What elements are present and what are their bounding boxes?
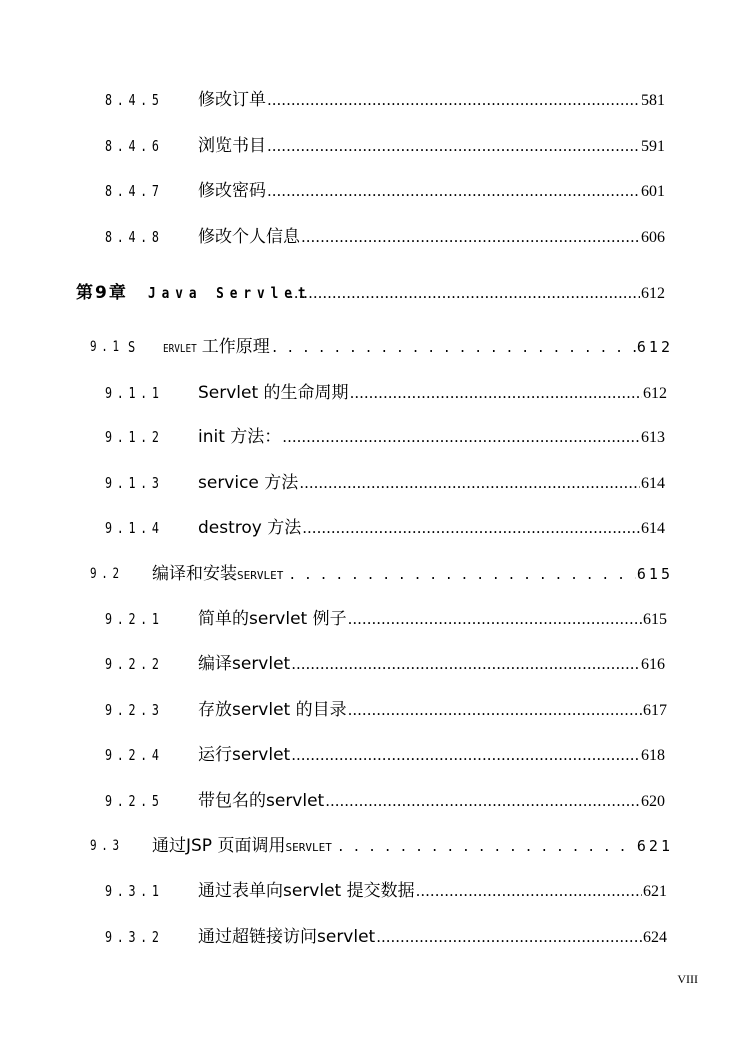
entry-page: 624 <box>643 929 667 946</box>
chapter-number: 第9章 <box>76 283 128 303</box>
entry-page: 613 <box>641 429 665 446</box>
entry-page: 615 <box>636 565 673 583</box>
entry-number: 8.4.7 <box>105 182 164 200</box>
chapter-entry <box>0 281 753 305</box>
entry-page: 606 <box>641 229 665 246</box>
entry-number: 9.1.1 <box>105 384 164 402</box>
section-title: 通过JSP 页面调用 <box>152 836 286 856</box>
entry-title: 运行servlet <box>198 745 291 765</box>
entry-title: 修改订单 <box>198 90 266 110</box>
entry-number: 8.4.5 <box>105 91 164 109</box>
leader-dots <box>337 836 636 860</box>
toc-entry <box>0 789 753 813</box>
entry-number: 9.1.3 <box>105 474 164 492</box>
toc-entry <box>0 134 753 158</box>
entry-title: Servlet 的生命周期 <box>198 383 349 403</box>
entry-page: 621 <box>636 837 673 855</box>
entry-number: 9.1.4 <box>105 519 164 537</box>
entry-number: 9.2.5 <box>105 792 164 810</box>
section-title-small: SERVLET <box>237 569 284 582</box>
toc-entry <box>0 925 753 949</box>
section-entry <box>0 834 753 858</box>
section-title: 编译和安装 <box>152 564 237 584</box>
entry-number: 9.1.2 <box>105 428 164 446</box>
leader-dots <box>376 925 642 949</box>
entry-page: 621 <box>643 883 667 900</box>
entry-page: 616 <box>641 656 665 673</box>
toc-entry <box>0 698 753 722</box>
entry-title: 带包名的servlet <box>198 791 325 811</box>
toc-entry <box>0 425 753 449</box>
leader-dots <box>348 607 642 631</box>
entry-number: 9.2.1 <box>105 610 164 628</box>
leader-dots <box>288 564 636 588</box>
entry-page: 614 <box>641 520 665 537</box>
entry-page: 591 <box>641 138 665 155</box>
leader-dots <box>348 698 642 722</box>
toc-entry <box>0 879 753 903</box>
leader-dots <box>282 425 640 449</box>
entry-page: 612 <box>636 338 673 356</box>
leader-dots <box>267 88 640 112</box>
section-number: 9.1 <box>90 339 124 355</box>
leader-dots <box>302 516 640 540</box>
leader-dots <box>291 743 640 767</box>
leader-dots <box>325 789 640 813</box>
entry-number: 9.2.4 <box>105 746 164 764</box>
leader-dots <box>299 471 640 495</box>
toc-entry <box>0 225 753 249</box>
entry-page: 581 <box>641 92 665 109</box>
toc-entry <box>0 88 753 112</box>
toc-entry <box>0 516 753 540</box>
entry-page: 620 <box>641 793 665 810</box>
entry-page: 618 <box>641 747 665 764</box>
leader-dots <box>267 179 640 203</box>
section-entry <box>0 335 753 359</box>
leader-dots <box>416 879 642 903</box>
entry-page: 614 <box>641 475 665 492</box>
leader-dots <box>271 337 636 361</box>
section-entry <box>0 562 753 586</box>
entry-page: 617 <box>643 702 667 719</box>
page-number: VIII <box>677 972 698 986</box>
section-title-small: ERVLET <box>162 342 197 355</box>
entry-number: 9.2.3 <box>105 701 164 719</box>
entry-number: 8.4.6 <box>105 137 164 155</box>
toc-entry <box>0 179 753 203</box>
entry-number: 8.4.8 <box>105 228 164 246</box>
entry-title: 浏览书目 <box>198 136 266 156</box>
toc-entry <box>0 607 753 631</box>
entry-title: 简单的servlet 例子 <box>198 609 347 629</box>
leader-dots <box>291 652 640 676</box>
entry-title: 修改密码 <box>198 181 266 201</box>
entry-title: 通过表单向servlet 提交数据 <box>198 881 415 901</box>
leader-dots <box>289 281 640 305</box>
section-title: 工作原理 <box>201 337 270 357</box>
section-number: 9.3 <box>90 838 124 854</box>
toc-entry <box>0 652 753 676</box>
section-title-small: SERVLET <box>285 841 332 854</box>
entry-page: 601 <box>641 183 665 200</box>
chapter-title: Java Servlet <box>148 284 312 302</box>
entry-page: 612 <box>641 285 665 302</box>
entry-title: destroy 方法 <box>198 518 302 538</box>
leader-dots <box>301 225 640 249</box>
entry-title: service 方法 <box>198 473 299 493</box>
section-number: 9.2 <box>90 566 124 582</box>
entry-title: 编译servlet <box>198 654 291 674</box>
entry-title: init 方法： <box>198 427 282 447</box>
toc-entry <box>0 471 753 495</box>
entry-title: 通过超链接访问servlet <box>198 927 376 947</box>
toc-entry <box>0 743 753 767</box>
entry-number: 9.3.1 <box>105 882 164 900</box>
leader-dots <box>267 134 640 158</box>
entry-title: 存放servlet 的目录 <box>198 700 347 720</box>
leader-dots <box>350 381 642 405</box>
entry-page: 615 <box>643 611 667 628</box>
entry-number: 9.2.2 <box>105 655 164 673</box>
section-title-prefix: S <box>128 338 136 356</box>
entry-title: 修改个人信息 <box>198 227 300 247</box>
toc-entry <box>0 381 753 405</box>
entry-number: 9.3.2 <box>105 928 164 946</box>
entry-page: 612 <box>643 385 667 402</box>
